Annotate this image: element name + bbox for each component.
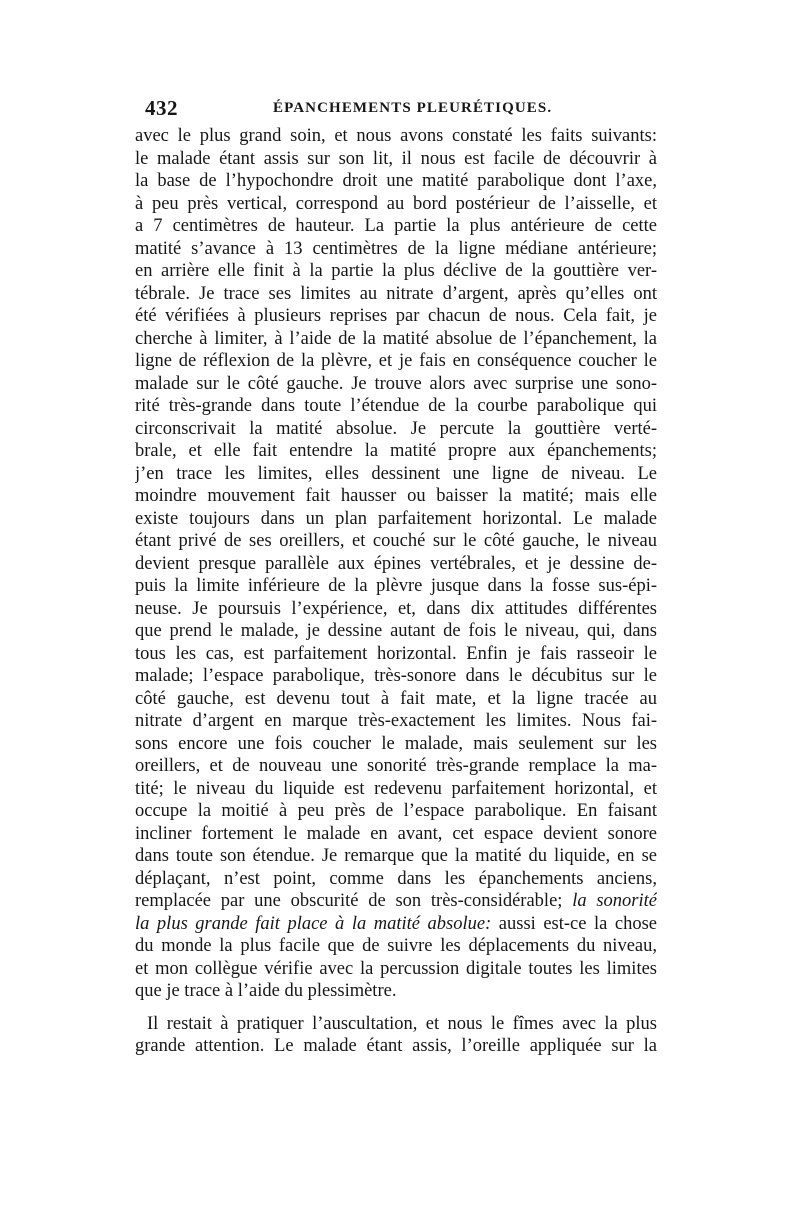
text-line: brale, et elle fait entendre la matité propre aux épanchements; [135,441,657,461]
text-line: devient presque parallèle aux épines vertébrales, et je dessine de- [135,553,657,574]
text-line: côté gauche, est devenu tout à fait mate, et la ligne tracée au [135,688,657,709]
text-line: rité très-grande dans toute l’étendue de la courbe parabolique qui [135,396,657,416]
text-line: occupe la moitié à peu près de l’espace parabolique. En faisant [135,801,657,821]
text-line: avec le plus grand soin, et nous avons constaté les faits suivants: [135,126,657,146]
text-line: que prend le malade, je dessine autant de fois le niveau, qui, dans [135,621,657,641]
text-line-with-italic [135,913,657,936]
text-line: moindre mouvement fait hausser ou baisser la matité; mais elle [135,486,657,506]
text-line-with-italic [135,890,657,913]
text-line: puis la limite inférieure de la plèvre jusque dans la fosse sus-épi- [135,576,657,596]
text-line: la base de l’hypochondre droit une matité parabolique dont l’axe, [135,171,657,191]
text-line: neuse. Je poursuis l’expérience, et, dans dix attitudes différentes [135,598,657,619]
running-title: ÉPANCHEMENTS PLEURÉTIQUES. [273,100,553,116]
italic-text-segment: la plus grande fait place à la matité absolue: [135,913,492,934]
text-line: malade; l’espace parabolique, très-sonore dans le décubitus sur le [135,666,657,686]
text-line: que je trace à l’aide du plessimètre. [135,981,397,1001]
text-line: existe toujours dans un plan parfaitement horizontal. Le malade [135,508,657,529]
text-line: du monde la plus facile que de suivre les déplacements du niveau, [135,936,657,956]
text-line: grande attention. Le malade étant assis, l’oreille appliquée sur la [135,1036,657,1056]
text-line: j’en trace les limites, elles dessinent une ligne de niveau. Le [135,463,657,484]
text-line: oreillers, et de nouveau une sonorité très-grande remplace la ma- [135,756,657,776]
text-line: tébrale. Je trace ses limites au nitrate d’argent, après qu’elles ont [135,283,657,304]
text-line: et mon collègue vérifie avec la percussion digitale toutes les limites [135,958,657,979]
text-line: tous les cas, est parfaitement horizontal. Enfin je fais rasseoir le [135,643,657,664]
text-line: nitrate d’argent en marque très-exactement les limites. Nous fai- [135,711,657,731]
text-line: incliner fortement le malade en avant, cet espace devient sonore [135,823,657,844]
text-segment: aussi est-ce la chose [498,913,657,934]
text-line: ligne de réflexion de la plèvre, et je fais en conséquence coucher le [135,351,657,371]
text-line: en arrière elle finit à la partie la plus déclive de la gouttière ver- [135,261,657,281]
text-line: Il restait à pratiquer l’auscultation, et nous le fîmes avec la plus [147,1013,657,1034]
page-number: 432 [145,96,178,120]
italic-text-segment: la sonorité [572,891,657,911]
text-line: malade sur le côté gauche. Je trouve alors avec surprise une sono- [135,373,657,394]
body-text [135,125,657,1058]
text-line: déplaçant, n’est point, comme dans les épanchements anciens, [135,868,657,889]
text-line: le malade étant assis sur son lit, il nous est facile de découvrir à [135,148,657,169]
text-line: tité; le niveau du liquide est redevenu parfaitement horizontal, et [135,778,657,799]
text-line: matité s’avance à 13 centimètres de la ligne médiane antérieure; [135,238,657,259]
text-line: été vérifiées à plusieurs reprises par chacun de nous. Cela fait, je [135,306,657,326]
text-line: étant privé de ses oreillers, et couché sur le côté gauche, le niveau [135,531,657,551]
text-line: à peu près vertical, correspond au bord postérieur de l’aisselle, et [135,193,657,214]
paragraph-gap [135,1003,657,1013]
text-line: a 7 centimètres de hauteur. La partie la plus antérieure de cette [135,216,657,236]
text-line: circonscrivait la matité absolue. Je percute la gouttière verté- [135,418,657,439]
text-line: dans toute son étendue. Je remarque que la matité du liquide, en se [135,846,657,866]
page-header [145,96,665,122]
text-line: cherche à limiter, à l’aide de la matité absolue de l’épanchement, la [135,328,657,349]
text-segment: remplacée par une obscurité de son très-considérable; [135,891,563,911]
text-line: sons encore une fois coucher le malade, mais seulement sur les [135,733,657,754]
